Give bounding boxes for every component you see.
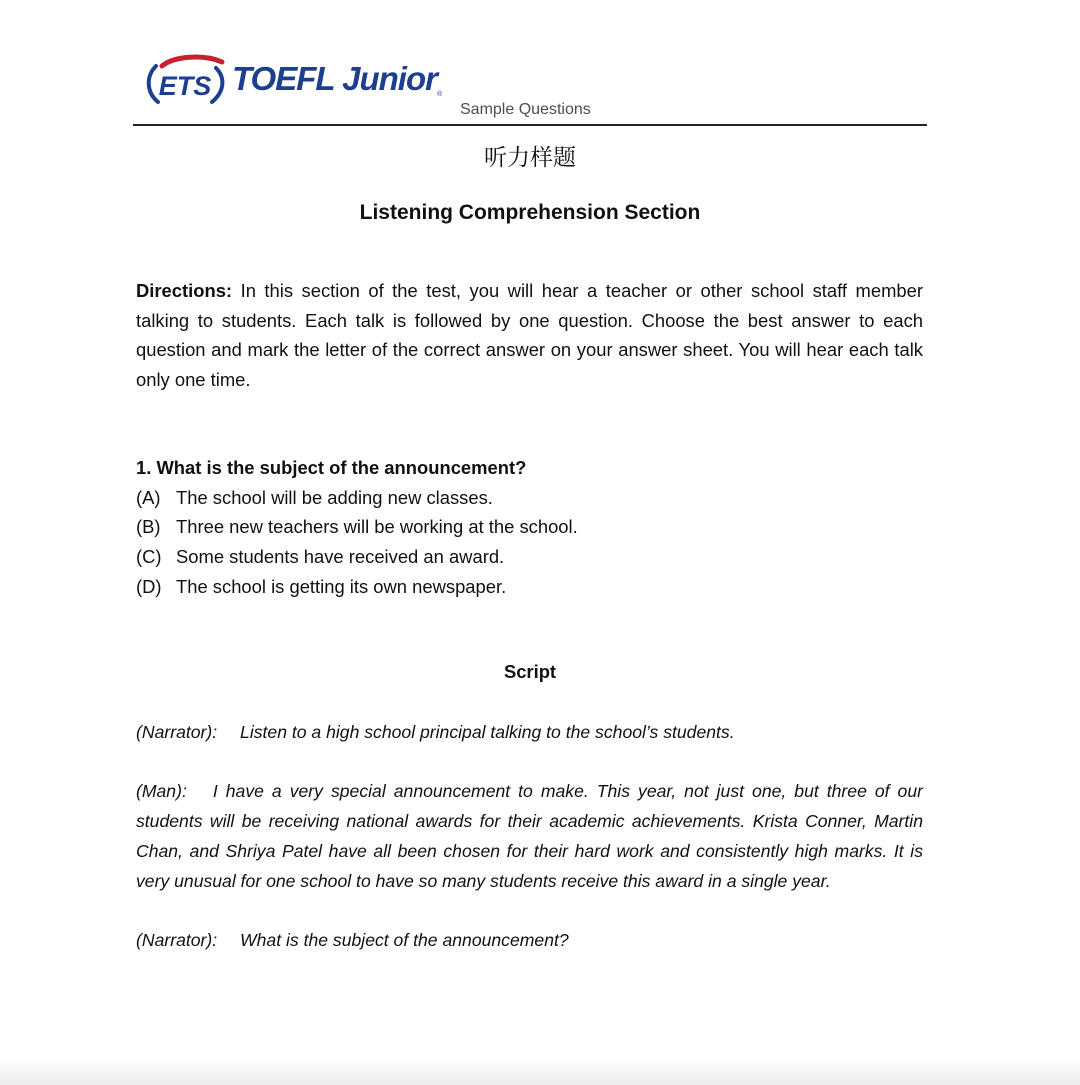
header-divider xyxy=(133,124,927,126)
bottom-shadow xyxy=(0,1057,1080,1085)
svg-text:ETS: ETS xyxy=(158,71,212,101)
directions-label: Directions: xyxy=(136,280,233,301)
script-speaker: (Man): xyxy=(136,781,187,802)
option-text: The school is getting its own newspaper. xyxy=(176,575,507,597)
section-title: Listening Comprehension Section xyxy=(359,201,701,224)
option-letter: (D) xyxy=(136,575,162,597)
script-speaker: (Narrator): xyxy=(136,929,218,950)
option-d xyxy=(136,572,923,602)
ets-toefl-junior-logo xyxy=(144,52,444,108)
script-text: Listen to a high school principal talking to the school’s students. xyxy=(240,722,735,742)
option-a xyxy=(136,483,923,513)
script-body xyxy=(136,718,923,985)
directions-paragraph xyxy=(136,276,923,395)
script-speaker: (Narrator): xyxy=(136,722,218,742)
option-letter: (C) xyxy=(136,546,162,568)
script-line xyxy=(136,926,923,956)
script-line xyxy=(136,718,923,748)
script-text: I have a very special announcement to make. This year, not just one, but three of our students will be receiving national awards for their academic achievements. Krista Conner, Martin Chan, and Shriya Patel have all been chosen for their hard work and consistently high marks. It is very unusual for one school to have so many students receive this award in a single year. xyxy=(136,781,923,891)
question-stem: 1. What is the subject of the announcement? xyxy=(136,457,527,478)
option-text: The school will be adding new classes. xyxy=(176,486,493,508)
ets-logo-icon xyxy=(144,52,228,108)
chinese-title: 听力样题 xyxy=(484,145,576,171)
script-text: What is the subject of the announcement? xyxy=(240,929,569,950)
directions-text: In this section of the test, you will hear a teacher or other school staff member talking to students. Each talk is followed by one question. Choose the best answer to each question and mark the letter of the correct answer on your answer sheet. You will hear each talk only one time. xyxy=(136,280,923,391)
option-c xyxy=(136,542,923,572)
option-text: Three new teachers will be working at the school. xyxy=(176,516,578,538)
product-name: TOEFL Junior® xyxy=(232,60,442,98)
script-line xyxy=(136,777,923,896)
option-b xyxy=(136,512,923,542)
option-text: Some students have received an award. xyxy=(176,546,505,568)
option-letter: (B) xyxy=(136,516,161,538)
question-1 xyxy=(136,453,923,602)
option-letter: (A) xyxy=(136,486,161,508)
script-title: Script xyxy=(503,661,557,682)
registered-mark: ® xyxy=(436,91,442,98)
header-subtitle: Sample Questions xyxy=(460,101,591,118)
